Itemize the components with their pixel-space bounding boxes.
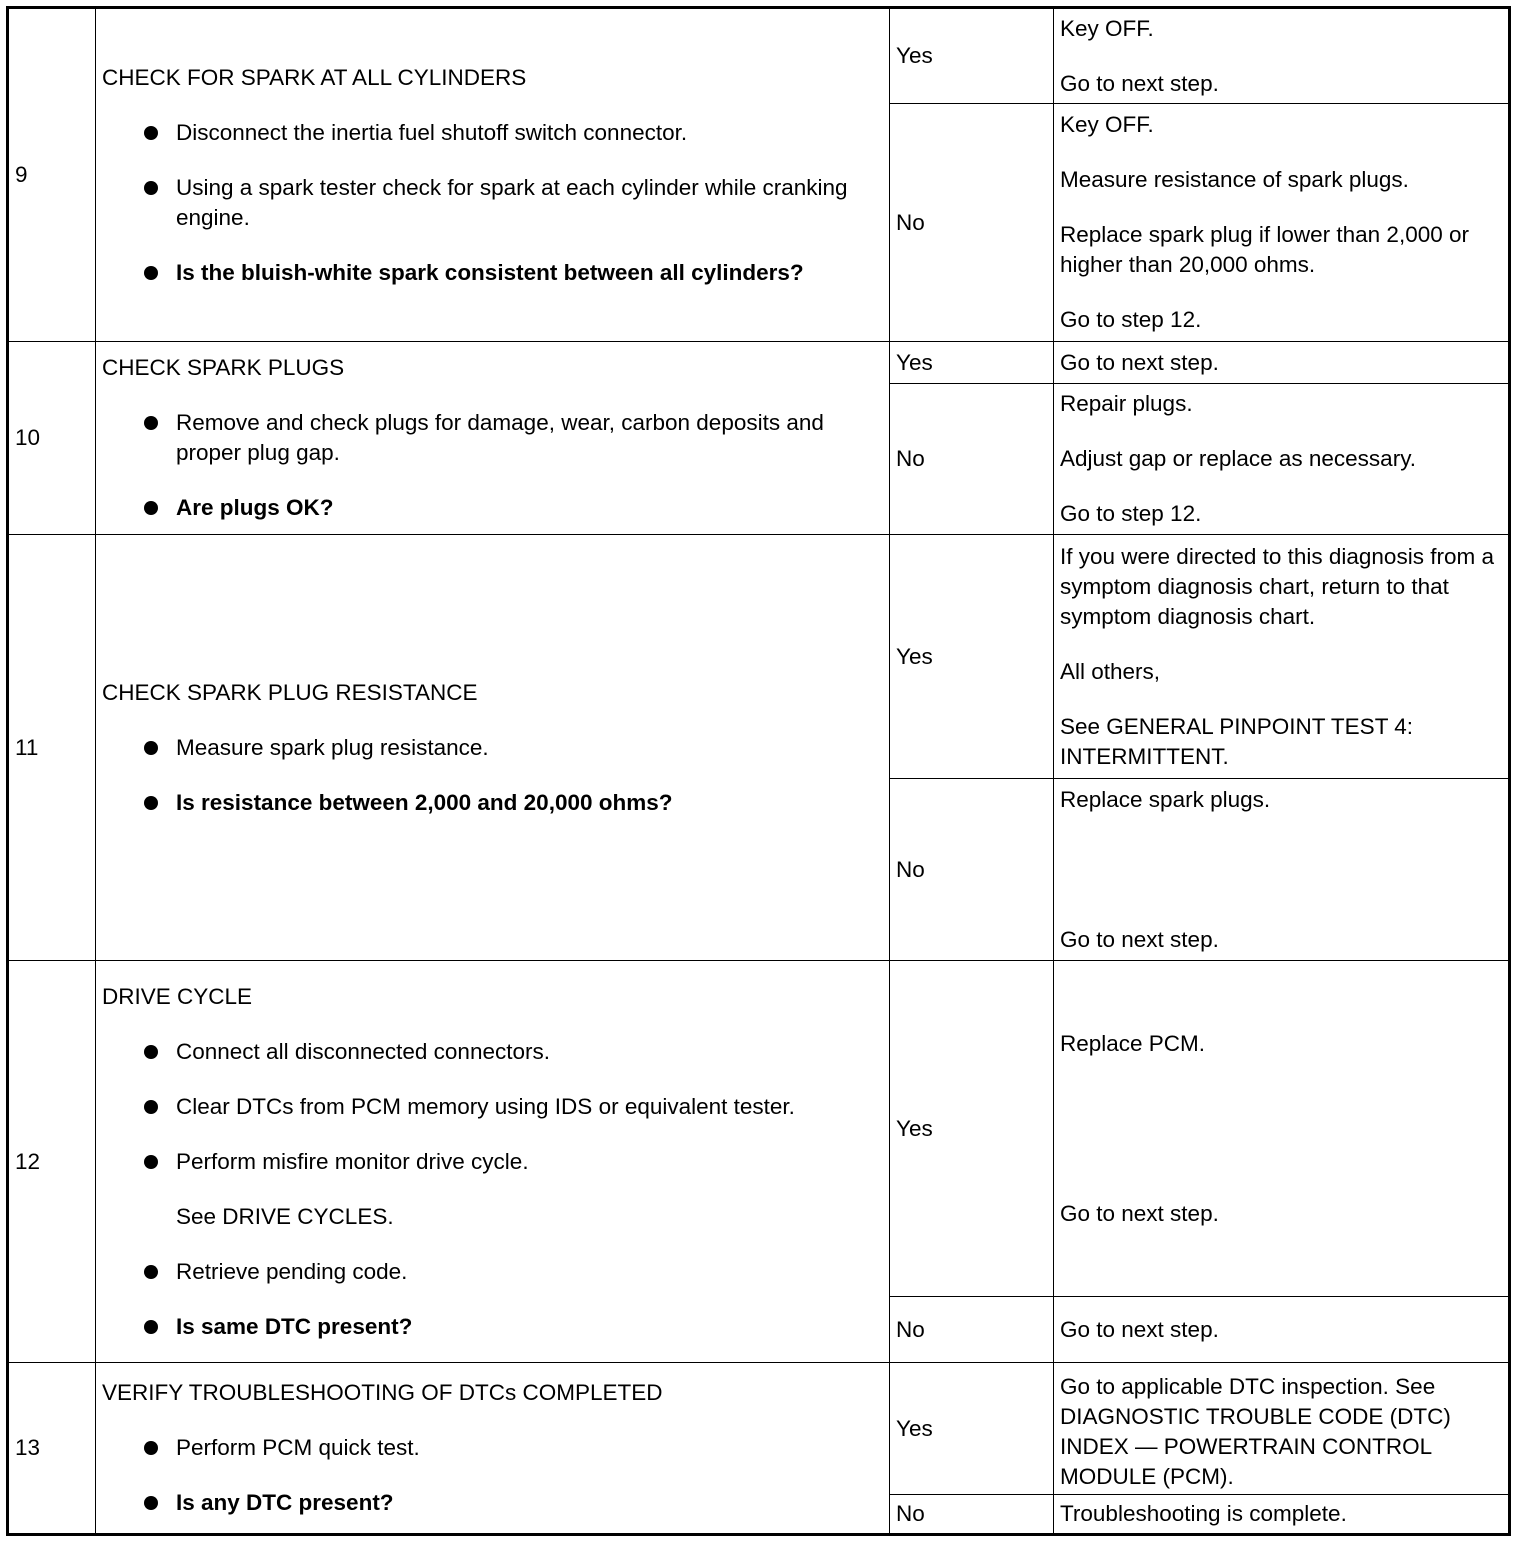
- step-number: 13: [8, 1363, 96, 1535]
- list-item: Remove and check plugs for damage, wear, carbon deposits and proper plug gap.: [102, 408, 883, 468]
- result-yes: Yes: [890, 342, 1054, 384]
- list-item: Measure spark plug resistance.: [102, 733, 883, 763]
- bullet-icon: [144, 126, 158, 140]
- list-item-question: Is same DTC present?: [102, 1312, 883, 1342]
- bullet-icon: [144, 1155, 158, 1169]
- no-action: Repair plugs. Adjust gap or replace as necessary. Go to step 12.: [1054, 384, 1510, 535]
- table-row: [8, 1363, 1510, 1495]
- list-item-question: Is any DTC present?: [102, 1488, 883, 1518]
- no-action: Go to next step.: [1054, 1297, 1510, 1363]
- step-action: [96, 8, 890, 342]
- yes-action: Replace PCM. Go to next step.: [1054, 961, 1510, 1297]
- list-item: Using a spark tester check for spark at each cylinder while cranking engine.: [102, 173, 883, 233]
- list-item-question: Are plugs OK?: [102, 493, 883, 523]
- list-item: Connect all disconnected connectors.: [102, 1037, 883, 1067]
- step-number: 12: [8, 961, 96, 1363]
- bullet-icon: [144, 1496, 158, 1510]
- step-title: CHECK SPARK PLUGS: [102, 355, 345, 380]
- bullet-icon: [144, 501, 158, 515]
- result-no: No: [890, 779, 1054, 961]
- result-yes: Yes: [890, 1363, 1054, 1495]
- result-no: No: [890, 1495, 1054, 1535]
- step-action: [96, 961, 890, 1363]
- bullet-icon: [144, 416, 158, 430]
- bullet-icon: [144, 796, 158, 810]
- bullet-icon: [144, 1045, 158, 1059]
- yes-action: Go to next step.: [1054, 342, 1510, 384]
- step-action: [96, 1363, 890, 1535]
- step-number: 9: [8, 8, 96, 342]
- list-note: See DRIVE CYCLES.: [176, 1203, 394, 1229]
- result-yes: Yes: [890, 8, 1054, 104]
- result-no: No: [890, 1297, 1054, 1363]
- bullet-icon: [144, 1100, 158, 1114]
- list-item-question: Is resistance between 2,000 and 20,000 ohms?: [102, 788, 883, 818]
- list-item: Clear DTCs from PCM memory using IDS or equivalent tester.: [102, 1092, 883, 1122]
- step-title: VERIFY TROUBLESHOOTING OF DTCs COMPLETED: [102, 1380, 663, 1405]
- step-title: CHECK FOR SPARK AT ALL CYLINDERS: [102, 64, 527, 90]
- bullet-icon: [144, 181, 158, 195]
- step-number: 11: [8, 535, 96, 961]
- bullet-icon: [144, 741, 158, 755]
- no-action: Replace spark plugs. Go to next step.: [1054, 779, 1510, 961]
- step-action: [96, 342, 890, 535]
- list-item: Retrieve pending code.: [102, 1257, 883, 1287]
- list-item: Disconnect the inertia fuel shutoff switch connector.: [102, 118, 883, 148]
- yes-action: Go to applicable DTC inspection. See DIAGNOSTIC TROUBLE CODE (DTC) INDEX — POWERTRAIN CONTROL MODULE (PCM).: [1054, 1363, 1510, 1495]
- list-item: Perform misfire monitor drive cycle.: [102, 1147, 883, 1177]
- result-yes: Yes: [890, 961, 1054, 1297]
- bullet-icon: [144, 266, 158, 280]
- list-item-question: Is the bluish-white spark consistent between all cylinders?: [102, 258, 883, 288]
- step-title: DRIVE CYCLE: [102, 983, 253, 1009]
- bullet-icon: [144, 1441, 158, 1455]
- step-title: CHECK SPARK PLUG RESISTANCE: [102, 679, 478, 705]
- bullet-icon: [144, 1320, 158, 1334]
- yes-action: Key OFF. Go to next step.: [1054, 8, 1510, 104]
- bullet-icon: [144, 1265, 158, 1279]
- table-row: [8, 535, 1510, 779]
- table-row: [8, 342, 1510, 384]
- table-row: [8, 8, 1510, 104]
- diagnostic-table: [6, 6, 1511, 1536]
- yes-action: If you were directed to this diagnosis from a symptom diagnosis chart, return to that symptom diagnosis chart. All others, See GENERAL PINPOINT TEST 4: INTERMITTENT.: [1054, 535, 1510, 779]
- list-item: Perform PCM quick test.: [102, 1433, 883, 1463]
- no-action: Key OFF. Measure resistance of spark plugs. Replace spark plug if lower than 2,000 or higher than 20,000 ohms. Go to step 12.: [1054, 104, 1510, 342]
- result-no: No: [890, 384, 1054, 535]
- result-yes: Yes: [890, 535, 1054, 779]
- step-action: [96, 535, 890, 961]
- result-no: No: [890, 104, 1054, 342]
- no-action: Troubleshooting is complete.: [1054, 1495, 1510, 1535]
- step-number: 10: [8, 342, 96, 535]
- table-row: [8, 961, 1510, 1297]
